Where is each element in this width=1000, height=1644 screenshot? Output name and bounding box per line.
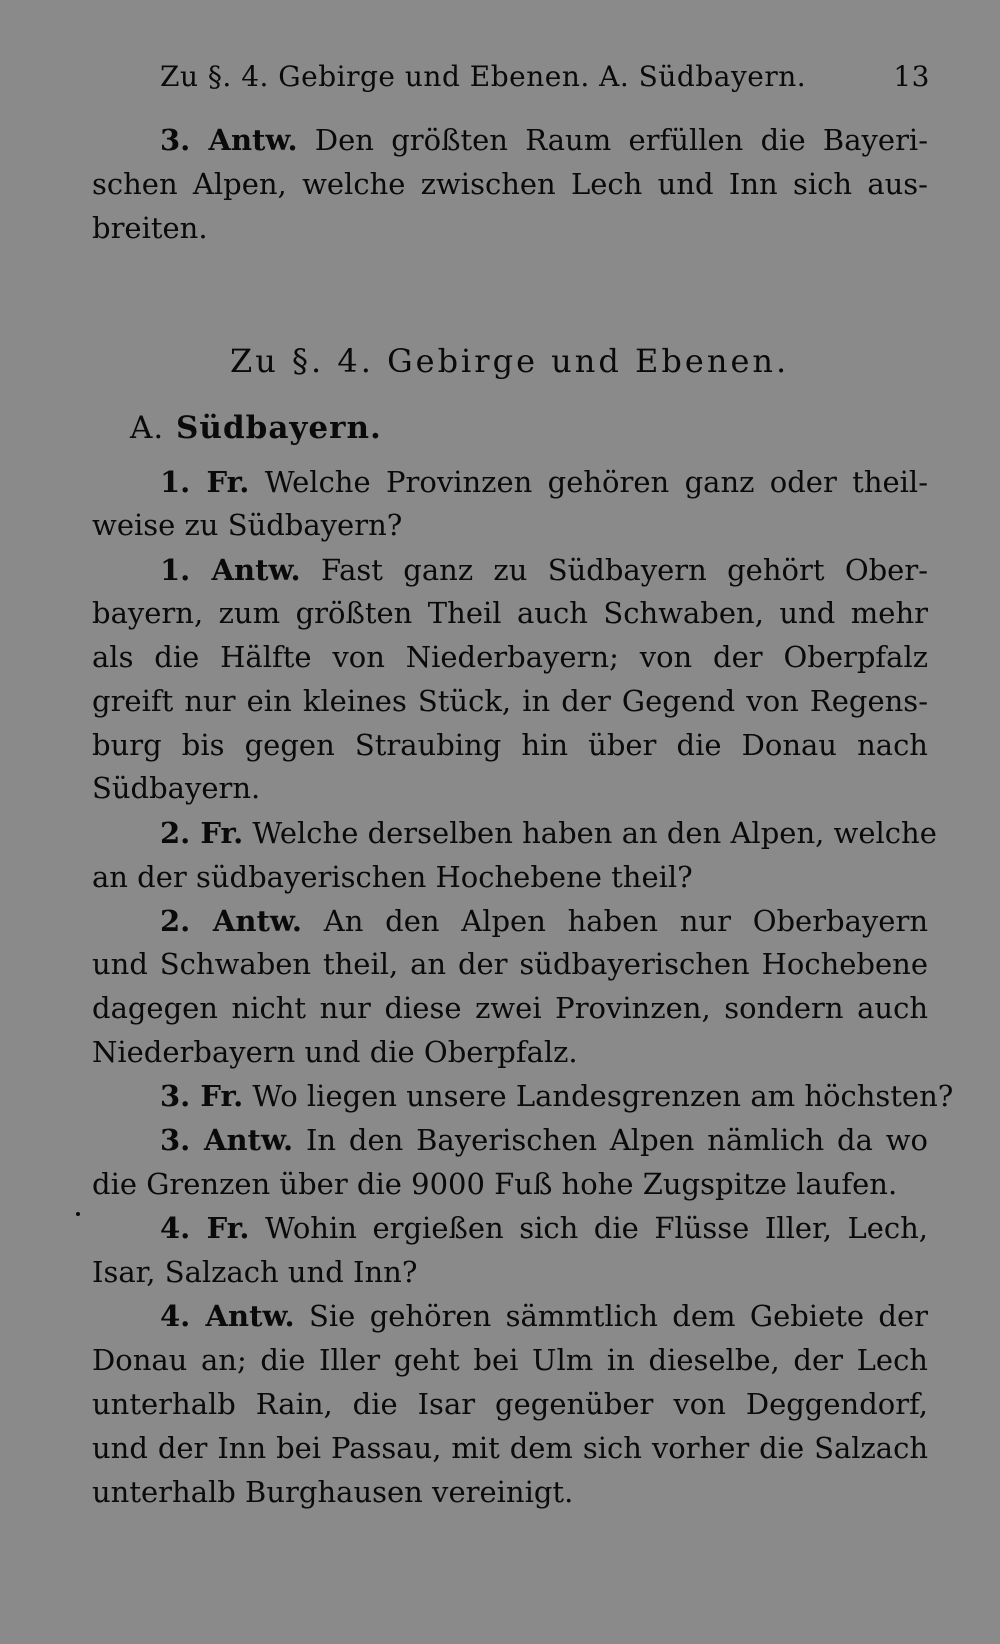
question-3-line-1 <box>160 1076 954 1116</box>
answer-1-line-4: greift nur ein kleines Stück, in der Gegend von Regens- <box>92 684 928 718</box>
answer-1-line-2: bayern, zum größten Theil auch Schwaben, und mehr <box>92 596 928 630</box>
question-text: Welche Provinzen gehören ganz oder theil- <box>264 465 929 499</box>
running-header <box>160 60 930 100</box>
answer-label: 4. Antw. <box>160 1299 295 1333</box>
answer-4-line-4: und der Inn bei Passau, mit dem sich vorher die Salzach <box>92 1431 928 1465</box>
question-4-line-2: Isar, Salzach und Inn? <box>92 1255 418 1289</box>
sub-heading-letter: A. <box>130 410 165 446</box>
previous-answer-line-2: schen Alpen, welche zwischen Lech und Inn sich aus- <box>92 167 928 201</box>
answer-1-line-6: Südbayern. <box>92 771 261 805</box>
question-label: 3. Fr. <box>160 1079 244 1113</box>
answer-4-line-3: unterhalb Rain, die Isar gegenüber von Deggendorf, <box>92 1387 928 1421</box>
question-1-line-1 <box>160 462 928 502</box>
page-number: 13 <box>893 60 930 93</box>
answer-label: 1. Antw. <box>160 553 301 587</box>
answer-3-line-1 <box>160 1120 928 1160</box>
previous-answer-line-3: breiten. <box>92 211 208 245</box>
answer-text: Sie gehören sämmtlich dem Gebiete der <box>309 1299 929 1333</box>
question-1-line-2: weise zu Südbayern? <box>92 508 403 542</box>
answer-4-line-1 <box>160 1296 928 1336</box>
answer-1-line-3: als die Hälfte von Niederbayern; von der Oberpfalz <box>92 640 928 674</box>
question-label: 1. Fr. <box>160 465 250 499</box>
answer-1-line-1 <box>160 550 928 590</box>
question-4-line-1 <box>160 1208 928 1248</box>
question-2-line-2: an der südbayerischen Hochebene theil? <box>92 860 693 894</box>
running-title: Zu §. 4. Gebirge und Ebenen. A. Südbayern. <box>160 60 807 93</box>
question-label: 2. Fr. <box>160 816 244 850</box>
answer-text: Fast ganz zu Südbayern gehört Ober- <box>320 553 928 587</box>
section-heading: Zu §. 4. Gebirge und Ebenen. <box>230 342 790 380</box>
previous-answer-line-1 <box>160 120 928 160</box>
answer-2-line-2: und Schwaben theil, an der südbayerischen Hochebene <box>92 947 928 981</box>
question-2-line-1 <box>160 813 937 853</box>
answer-text: An den Alpen haben nur Oberbayern <box>323 904 928 938</box>
sub-heading-title: Südbayern. <box>176 410 382 446</box>
sub-heading <box>130 410 382 446</box>
question-text: Welche derselben haben an den Alpen, welche <box>252 816 937 850</box>
answer-3-line-2: die Grenzen über die 9000 Fuß hohe Zugspitze laufen. <box>92 1167 898 1201</box>
answer-1-line-5: burg bis gegen Straubing hin über die Donau nach <box>92 728 928 762</box>
answer-label: 2. Antw. <box>160 904 303 938</box>
question-label: 4. Fr. <box>160 1211 250 1245</box>
print-speck <box>76 1212 80 1216</box>
answer-2-line-4: Niederbayern und die Oberpfalz. <box>92 1035 578 1069</box>
answer-2-line-1 <box>160 901 928 941</box>
answer-2-line-3: dagegen nicht nur diese zwei Provinzen, sondern auch <box>92 991 928 1025</box>
question-text: Wohin ergießen sich die Flüsse Iller, Lech, <box>265 1211 928 1245</box>
answer-text: In den Bayerischen Alpen nämlich da wo <box>305 1123 929 1157</box>
answer-label: 3. Antw. <box>160 123 298 157</box>
answer-4-line-2: Donau an; die Iller geht bei Ulm in dieselbe, der Lech <box>92 1343 928 1377</box>
answer-text: Den größten Raum erfüllen die Bayeri- <box>314 123 929 157</box>
answer-label: 3. Antw. <box>160 1123 294 1157</box>
question-text: Wo liegen unsere Landesgrenzen am höchsten? <box>252 1079 954 1113</box>
answer-4-line-5: unterhalb Burghausen vereinigt. <box>92 1475 574 1509</box>
